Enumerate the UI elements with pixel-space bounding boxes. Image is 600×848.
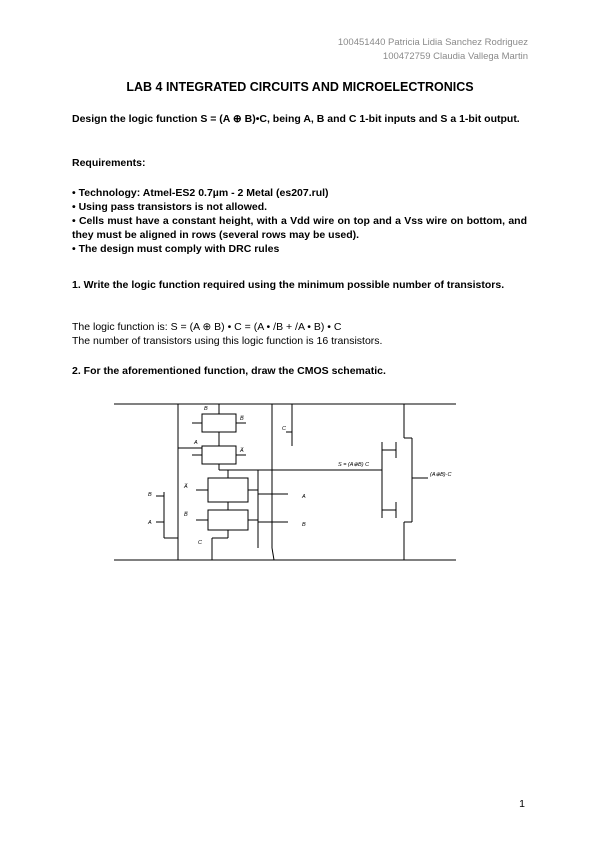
- author-line-2: 100472759 Claudia Vallega Martin: [382, 51, 528, 62]
- intro-paragraph: Design the logic function S = (A ⊕ B)•C, being A, B and C 1-bit inputs and S a 1-bit output.: [72, 113, 520, 125]
- label-a-left: A: [148, 520, 152, 526]
- label-b: B: [204, 406, 208, 412]
- label-s-bar: S = (A⊕B) C: [338, 462, 370, 468]
- page-number: 1: [519, 798, 525, 810]
- requirement-item: • Cells must have a constant height, with a Vdd wire on top and a Vss wire on bottom, and they must be aligned in rows (several rows may be used).: [72, 215, 527, 241]
- logic-function-line: The logic function is: S = (A ⊕ B) • C = (A • /B + /A • B) • C: [72, 321, 342, 333]
- nmos-pair-bottom: [208, 510, 248, 530]
- cmos-schematic: [112, 398, 458, 566]
- label-a: A: [194, 440, 198, 446]
- label-a-right: A: [302, 494, 306, 500]
- requirements-heading: Requirements:: [72, 157, 146, 169]
- label-output: (A⊕B)·C: [430, 472, 452, 478]
- label-a-bar: A̅: [240, 448, 244, 454]
- label-b-right: B: [302, 522, 306, 528]
- requirement-item: • The design must comply with DRC rules: [72, 243, 280, 255]
- label-b-bar-pd: B̅: [184, 512, 188, 518]
- section1-heading: 1. Write the logic function required using the minimum possible number of transistors.: [72, 279, 505, 291]
- pmos-pair-a: [202, 446, 236, 464]
- nmos-pair-top: [208, 478, 248, 502]
- label-a-bar-pd: A̅: [184, 484, 188, 490]
- pmos-pair-b: [202, 414, 236, 432]
- label-b-left: B: [148, 492, 152, 498]
- requirements-list: [72, 186, 527, 256]
- transistor-count-line: The number of transistors using this logic function is 16 transistors.: [72, 335, 383, 347]
- section2-heading: 2. For the aforementioned function, draw the CMOS schematic.: [72, 365, 386, 377]
- page-title: LAB 4 INTEGRATED CIRCUITS AND MICROELECTRONICS: [126, 80, 474, 94]
- requirement-item: • Using pass transistors is not allowed.: [72, 201, 268, 213]
- author-block: [338, 36, 528, 64]
- label-c-bottom: C: [198, 540, 202, 546]
- requirement-item: • Technology: Atmel-ES2 0.7µm - 2 Metal (es207.rul): [72, 187, 329, 199]
- label-c-top: C: [282, 426, 286, 432]
- label-b-bar: B̅: [240, 416, 244, 422]
- section1-body: [72, 320, 527, 348]
- author-line-1: 100451440 Patricia Lidia Sanchez Rodriguez: [337, 37, 528, 48]
